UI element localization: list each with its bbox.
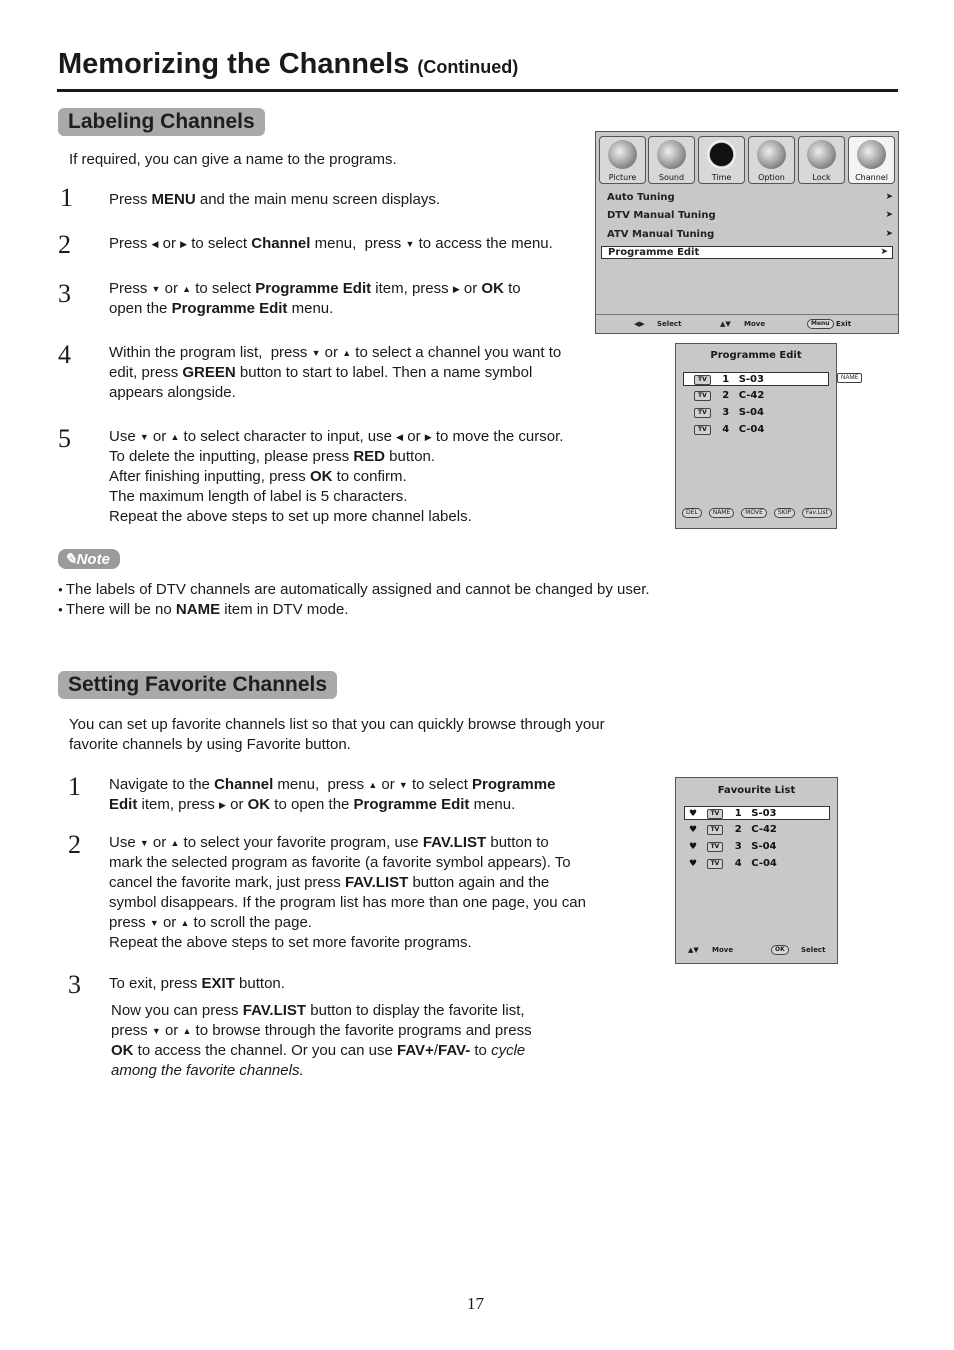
up-down-keys-icon: ▲▼ bbox=[720, 320, 731, 328]
tv-badge: TV bbox=[707, 859, 724, 869]
heart-icon: ♥ bbox=[689, 809, 698, 819]
lab-step-3-text: Press ▼ or ▲ to select Programme Edit item, press ▶ or OK to open the Programme Edit menu. bbox=[109, 280, 521, 317]
lock-icon bbox=[807, 140, 836, 169]
skip-button[interactable]: SKIP bbox=[774, 508, 795, 518]
tv-badge: TV bbox=[694, 408, 711, 418]
name-tag: NAME bbox=[837, 373, 862, 383]
menu-item-auto-tuning[interactable]: Auto Tuning ➤ bbox=[607, 192, 893, 203]
fav-step-2-num: 2 bbox=[68, 830, 81, 859]
favourite-row[interactable]: ♥ TV 4 C-04 bbox=[689, 858, 777, 869]
fav-step-2-text: Use ▼ or ▲ to select your favorite program, use FAV.LIST button to mark the selected program as favorite (a favorite symbol appears). To cancel the favorite mark, just press FAV.LIST button again and the symbol disappears. If the program list has more than one page, you can press ▼ or ▲ to scroll the page. Repeat the above steps to set more favorite programs. bbox=[109, 834, 586, 951]
tab-lock[interactable]: Lock bbox=[798, 136, 845, 184]
tab-channel[interactable]: Channel bbox=[848, 136, 895, 184]
ok-key-icon: OK bbox=[771, 945, 789, 955]
program-row[interactable]: TV 4 C-04 bbox=[683, 423, 829, 437]
channel-menu-screen bbox=[595, 131, 899, 334]
title-rule bbox=[57, 89, 898, 92]
favorite-heading: Setting Favorite Channels bbox=[58, 671, 337, 699]
page-title: Memorizing the Channels (Continued) bbox=[58, 48, 519, 80]
menu-item-dtv-manual-tuning[interactable]: DTV Manual Tuning ➤ bbox=[607, 210, 893, 221]
tv-badge: TV bbox=[707, 842, 724, 852]
lab-step-3-num: 3 bbox=[58, 279, 71, 308]
page-number: 17 bbox=[467, 1294, 484, 1313]
lab-step-5-text: Use ▼ or ▲ to select character to input, use ◀ or ▶ to move the cursor. To delete the inputting, please press RED button. After finishing inputting, press OK to confirm. The maximum length of label is 5 characters. Repeat the above steps to set up more channel labels. bbox=[109, 428, 564, 525]
tab-option[interactable]: Option bbox=[748, 136, 795, 184]
pencil-icon: ✎ bbox=[64, 551, 77, 568]
favourite-row[interactable]: ♥ TV 3 S-04 bbox=[689, 841, 777, 852]
note-bullet-1: ● The labels of DTV channels are automatically assigned and cannot be changed by user. bbox=[58, 580, 650, 600]
name-button[interactable]: NAME bbox=[709, 508, 735, 518]
heart-icon: ♥ bbox=[689, 825, 698, 835]
lab-step-1-num: 1 bbox=[60, 183, 73, 212]
lab-step-4-num: 4 bbox=[58, 340, 71, 369]
camera-icon bbox=[608, 140, 637, 169]
programme-edit-buttons bbox=[682, 508, 832, 518]
menu-key-icon: Menu bbox=[807, 319, 834, 329]
program-row[interactable]: TV 3 S-04 bbox=[683, 406, 829, 420]
lab-step-1-text: Press MENU and the main menu screen displays. bbox=[109, 191, 440, 208]
chevron-right-icon: ➤ bbox=[880, 247, 888, 257]
clock-icon bbox=[707, 140, 736, 169]
program-row[interactable]: TV 2 C-42 bbox=[683, 389, 829, 403]
tv-badge: TV bbox=[707, 825, 724, 835]
lab-step-2-num: 2 bbox=[58, 230, 71, 259]
fav-step-1-text: Navigate to the Channel menu, press ▲ or ▼ to select Programme Edit item, press ▶ or OK to open the Programme Edit menu. bbox=[109, 776, 556, 813]
tab-picture[interactable]: Picture bbox=[599, 136, 646, 184]
tv-badge: TV bbox=[707, 809, 724, 819]
fav-list-button[interactable]: Fav.List bbox=[802, 508, 832, 518]
tv-badge: TV bbox=[694, 375, 711, 385]
headphones-icon bbox=[657, 140, 686, 169]
tab-sound[interactable]: Sound bbox=[648, 136, 695, 184]
note-badge: ✎Note bbox=[58, 549, 120, 569]
page-subtitle: (Continued) bbox=[417, 57, 519, 77]
fav-after-text: Now you can press FAV.LIST button to display the favorite list, press ▼ or ▲ to browse through the favorite programs and press OK to access the channel. Or you can use FAV+/FAV- to cycle among the favorite channels. bbox=[111, 1002, 532, 1079]
heart-icon: ♥ bbox=[689, 842, 698, 852]
menu-item-atv-manual-tuning[interactable]: ATV Manual Tuning ➤ bbox=[607, 229, 893, 240]
favourite-list-title: Favourite List bbox=[717, 785, 796, 796]
heart-icon: ♥ bbox=[689, 859, 698, 869]
tab-time[interactable]: Time bbox=[698, 136, 745, 184]
chevron-right-icon: ➤ bbox=[885, 229, 893, 239]
labeling-heading: Labeling Channels bbox=[58, 108, 265, 136]
lab-step-2-text: Press ◀ or ▶ to select Channel menu, press ▼ to access the menu. bbox=[109, 235, 553, 252]
up-down-keys-icon: ▲▼ bbox=[688, 946, 699, 954]
note-bullet-2: ● There will be no NAME item in DTV mode. bbox=[58, 600, 348, 620]
globe-icon bbox=[857, 140, 886, 169]
programme-edit-title: Programme Edit bbox=[710, 350, 802, 361]
chevron-right-icon: ➤ bbox=[885, 192, 893, 202]
fav-step-3-text: To exit, press EXIT button. bbox=[109, 975, 285, 992]
programme-edit-screen bbox=[675, 343, 837, 529]
tv-badge: TV bbox=[694, 425, 711, 435]
favourite-row[interactable]: ♥ TV 2 C-42 bbox=[689, 824, 777, 835]
menu-item-programme-edit[interactable]: Programme Edit ➤ bbox=[601, 246, 893, 259]
labeling-intro: If required, you can give a name to the programs. bbox=[69, 151, 397, 168]
tools-icon bbox=[757, 140, 786, 169]
chevron-right-icon: ➤ bbox=[885, 210, 893, 220]
menu-help-bar: ◀▶ Select ▲▼ Move Menu Exit bbox=[596, 314, 898, 333]
favourite-row[interactable]: ♥ TV 1 S-03 bbox=[684, 806, 830, 820]
program-row[interactable]: TV 1 S-03 bbox=[683, 372, 829, 386]
del-button[interactable]: DEL bbox=[682, 508, 702, 518]
move-button[interactable]: MOVE bbox=[741, 508, 767, 518]
left-right-keys-icon: ◀▶ bbox=[634, 320, 645, 328]
favourite-list-screen: Favourite List ♥ TV 1 S-03 ♥ TV 2 C-42 ♥ TV 3 S-04 ♥ TV 4 C-04 ▲▼ Move OK Select bbox=[675, 777, 838, 964]
favorite-intro: You can set up favorite channels list so that you can quickly browse through your favorite channels by using Favorite button. bbox=[69, 716, 605, 753]
lab-step-4-text: Within the program list, press ▼ or ▲ to select a channel you want to edit, press GREEN button to start to label. Then a name symbol appears alongside. bbox=[109, 344, 562, 401]
tv-badge: TV bbox=[694, 391, 711, 401]
fav-step-1-num: 1 bbox=[68, 772, 81, 801]
fav-step-3-num: 3 bbox=[68, 970, 81, 999]
lab-step-5-num: 5 bbox=[58, 424, 71, 453]
